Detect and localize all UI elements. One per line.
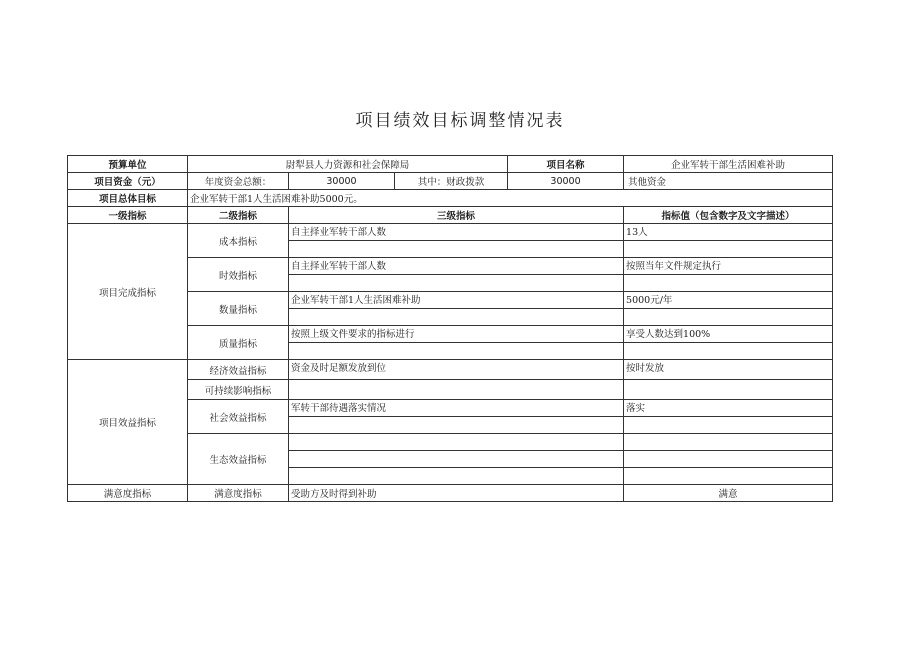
annual-total-value: 30000 bbox=[289, 173, 395, 190]
level1-indicator: 项目效益指标 bbox=[68, 360, 188, 485]
indicator-value bbox=[624, 309, 833, 326]
level3-indicator: 自主择业军转干部人数 bbox=[289, 258, 624, 275]
indicator-value bbox=[624, 434, 833, 451]
level3-indicator bbox=[289, 434, 624, 451]
level3-indicator: 企业军转干部1人生活困难补助 bbox=[289, 292, 624, 309]
indicator-value bbox=[624, 343, 833, 360]
page-title: 项目绩效目标调整情况表 bbox=[355, 111, 565, 131]
indicator-value: 按照当年文件规定执行 bbox=[624, 258, 833, 275]
column-header-row bbox=[68, 207, 833, 224]
budget-unit-row bbox=[68, 156, 833, 173]
column-header: 一级指标 bbox=[68, 207, 188, 224]
annual-total-label: 年度资金总额： bbox=[188, 173, 289, 190]
indicator-value: 享受人数达到100% bbox=[624, 326, 833, 343]
column-header: 指标值（包含数字及文字描述） bbox=[624, 207, 833, 224]
other-funds-label: 其他资金 bbox=[628, 177, 667, 188]
overall-goal-value: 企业军转干部1人生活困难补助5000元。 bbox=[188, 190, 833, 207]
satisfaction-level2: 满意度指标 bbox=[188, 485, 289, 502]
indicator-value bbox=[624, 241, 833, 258]
indicator-value bbox=[624, 417, 833, 434]
level3-indicator bbox=[289, 451, 624, 468]
indicator-row bbox=[68, 360, 833, 380]
level3-indicator: 资金及时足额发放到位 bbox=[289, 360, 624, 380]
indicator-value bbox=[624, 275, 833, 292]
level2-indicator: 质量指标 bbox=[188, 326, 289, 360]
satisfaction-level3: 受助方及时得到补助 bbox=[289, 485, 624, 502]
level2-indicator: 时效指标 bbox=[188, 258, 289, 292]
level3-indicator bbox=[289, 275, 624, 292]
level3-indicator bbox=[289, 417, 624, 434]
column-header: 二级指标 bbox=[188, 207, 289, 224]
level2-indicator: 社会效益指标 bbox=[188, 400, 289, 434]
level3-indicator: 军转干部待遇落实情况 bbox=[289, 400, 624, 417]
budget-unit-value: 尉犁县人力资源和社会保障局 bbox=[188, 156, 508, 173]
level1-indicator: 项目完成指标 bbox=[68, 224, 188, 360]
level3-indicator bbox=[289, 309, 624, 326]
indicator-value bbox=[624, 380, 833, 400]
indicator-value: 5000元/年 bbox=[624, 292, 833, 309]
indicator-value: 按时发放 bbox=[624, 360, 833, 380]
indicator-value bbox=[624, 451, 833, 468]
level2-indicator: 经济效益指标 bbox=[188, 360, 289, 380]
level3-indicator bbox=[289, 380, 624, 400]
indicator-row bbox=[68, 224, 833, 241]
satisfaction-level1: 满意度指标 bbox=[68, 485, 188, 502]
overall-goal-row bbox=[68, 190, 833, 207]
level3-indicator: 按照上级文件要求的指标进行 bbox=[289, 326, 624, 343]
fiscal-label: 其中：财政拨款 bbox=[395, 173, 508, 190]
level2-indicator: 数量指标 bbox=[188, 292, 289, 326]
indicator-value: 落实 bbox=[624, 400, 833, 417]
overall-goal-label: 项目总体目标 bbox=[68, 190, 188, 207]
performance-table bbox=[67, 155, 833, 502]
satisfaction-value: 满意 bbox=[624, 485, 833, 502]
project-name-label: 项目名称 bbox=[508, 156, 624, 173]
level3-indicator bbox=[289, 343, 624, 360]
project-name-value: 企业军转干部生活困难补助 bbox=[624, 156, 833, 173]
column-header: 三级指标 bbox=[289, 207, 624, 224]
level2-indicator: 成本指标 bbox=[188, 224, 289, 258]
indicator-value bbox=[624, 468, 833, 485]
budget-unit-label: 预算单位 bbox=[68, 156, 188, 173]
fiscal-value: 30000 bbox=[508, 173, 624, 190]
indicator-body bbox=[68, 224, 833, 485]
level3-indicator bbox=[289, 468, 624, 485]
level3-indicator: 自主择业军转干部人数 bbox=[289, 224, 624, 241]
satisfaction-row bbox=[68, 485, 833, 502]
level2-indicator: 生态效益指标 bbox=[188, 434, 289, 485]
level2-indicator: 可持续影响指标 bbox=[188, 380, 289, 400]
funds-label: 项目资金（元） bbox=[68, 173, 188, 190]
indicator-value: 13人 bbox=[624, 224, 833, 241]
funds-row bbox=[68, 173, 833, 190]
other-funds-cell bbox=[624, 173, 833, 190]
level3-indicator bbox=[289, 241, 624, 258]
